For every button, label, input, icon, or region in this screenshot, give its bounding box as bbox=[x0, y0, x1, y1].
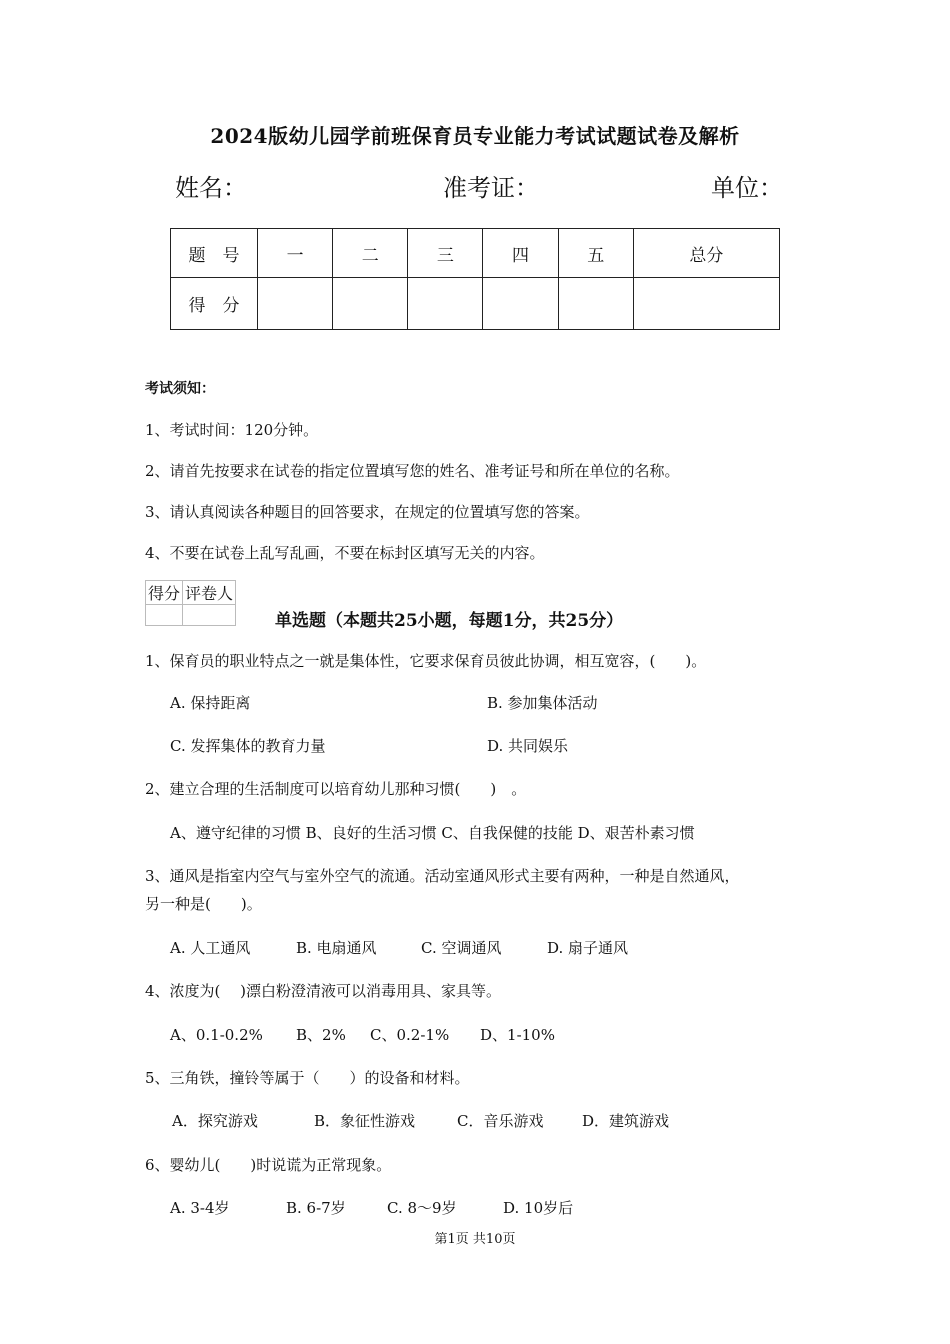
unit-field-label: 单位： bbox=[711, 174, 783, 202]
option-c: C．音乐游戏 bbox=[457, 1112, 544, 1130]
notice-heading: 考试须知： bbox=[145, 381, 215, 397]
option-b: B. 电扇通风 bbox=[296, 939, 377, 957]
page-title: 2024版幼儿园学前班保育员专业能力考试试题试卷及解析 bbox=[210, 124, 740, 148]
option-c: C. 空调通风 bbox=[421, 939, 502, 957]
option-c: C. 发挥集体的教育力量 bbox=[170, 737, 326, 755]
score-cell[interactable] bbox=[333, 278, 408, 330]
score-cell[interactable] bbox=[483, 278, 558, 330]
question-stem: 1、保育员的职业特点之一就是集体性，它要求保育员彼此协调，相互宽容，( )。 bbox=[145, 652, 707, 670]
grader-name-cell[interactable] bbox=[183, 605, 236, 626]
score-cell[interactable] bbox=[558, 278, 633, 330]
option-c: C. 8～9岁 bbox=[387, 1199, 457, 1217]
grader-score-cell[interactable] bbox=[146, 605, 183, 626]
page-footer: 第1页 共10页 bbox=[434, 1232, 516, 1247]
score-cell[interactable] bbox=[258, 278, 333, 330]
option-d: D. 共同娱乐 bbox=[487, 737, 569, 755]
score-header-cell: 四 bbox=[483, 229, 558, 278]
option-d: D. 10岁后 bbox=[503, 1199, 574, 1217]
notice-item: 3、请认真阅读各种题目的回答要求，在规定的位置填写您的答案。 bbox=[145, 503, 590, 521]
score-table-header-row bbox=[171, 229, 780, 278]
option-b: B．象征性游戏 bbox=[314, 1112, 416, 1130]
grader-name-label: 评卷人 bbox=[183, 581, 236, 605]
option-a: A、0.1-0.2% bbox=[170, 1026, 263, 1044]
name-field-label: 姓名： bbox=[175, 174, 247, 202]
score-table-score-row bbox=[171, 278, 780, 330]
question-stem: 6、婴幼儿( )时说谎为正常现象。 bbox=[145, 1156, 392, 1174]
notice-item: 1、考试时间：120分钟。 bbox=[145, 421, 319, 439]
option-b: B、2% bbox=[296, 1026, 346, 1044]
score-cell-total[interactable] bbox=[633, 278, 779, 330]
option-d: D、1-10% bbox=[480, 1026, 555, 1044]
option-a: A. 3-4岁 bbox=[170, 1199, 230, 1217]
score-header-cell: 一 bbox=[258, 229, 333, 278]
exam-id-field-label: 准考证： bbox=[443, 174, 539, 202]
score-header-total: 总分 bbox=[633, 229, 779, 278]
grader-box bbox=[145, 580, 236, 626]
notice-item: 4、不要在试卷上乱写乱画，不要在标封区填写无关的内容。 bbox=[145, 544, 545, 562]
score-cell[interactable] bbox=[408, 278, 483, 330]
score-table bbox=[170, 228, 780, 330]
question-stem: 3、通风是指室内空气与室外空气的流通。活动室通风形式主要有两种，一种是自然通风， bbox=[145, 867, 740, 885]
question-stem: 5、三角铁，撞铃等属于（ ）的设备和材料。 bbox=[145, 1069, 470, 1087]
score-header-cell: 二 bbox=[333, 229, 408, 278]
option-a: A. 人工通风 bbox=[170, 939, 251, 957]
option-a: A．探究游戏 bbox=[172, 1112, 258, 1130]
option-d: D．建筑游戏 bbox=[582, 1112, 670, 1130]
question-options: A、遵守纪律的习惯 B、良好的生活习惯 C、自我保健的技能 D、艰苦朴素习惯 bbox=[170, 824, 695, 842]
option-d: D. 扇子通风 bbox=[547, 939, 629, 957]
score-header-cell: 三 bbox=[408, 229, 483, 278]
grader-score-label: 得分 bbox=[146, 581, 183, 605]
question-stem: 2、建立合理的生活制度可以培育幼儿那种习惯( ) 。 bbox=[145, 780, 527, 798]
score-header-cell: 五 bbox=[558, 229, 633, 278]
option-c: C、0.2-1% bbox=[370, 1026, 450, 1044]
notice-item: 2、请首先按要求在试卷的指定位置填写您的姓名、准考证号和所在单位的名称。 bbox=[145, 462, 680, 480]
question-stem-continued: 另一种是( )。 bbox=[145, 895, 262, 913]
question-stem: 4、浓度为( )漂白粉澄清液可以消毒用具、家具等。 bbox=[145, 982, 502, 1000]
option-b: B. 参加集体活动 bbox=[487, 694, 598, 712]
option-b: B. 6-7岁 bbox=[286, 1199, 346, 1217]
score-header-label: 题 号 bbox=[171, 229, 258, 278]
score-row-label: 得 分 bbox=[171, 278, 258, 330]
option-a: A. 保持距离 bbox=[170, 694, 251, 712]
section-title: 单选题（本题共25小题，每题1分，共25分） bbox=[275, 611, 624, 631]
